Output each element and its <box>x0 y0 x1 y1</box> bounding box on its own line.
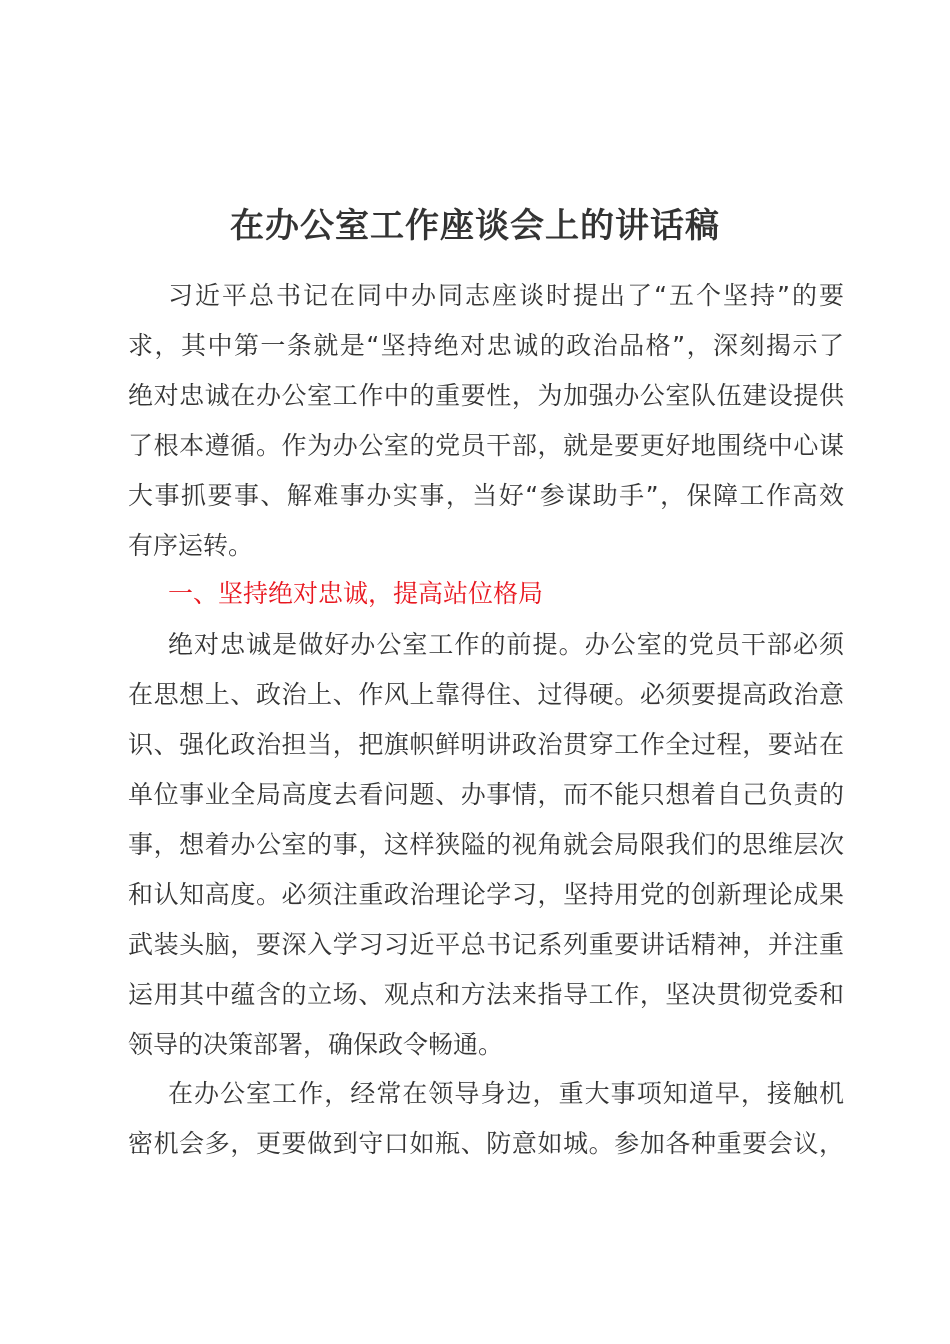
text-line: 识、强化政治担当，把旗帜鲜明讲政治贯穿工作全过程，要站在 <box>128 730 844 759</box>
text-line: 事，想着办公室的事，这样狭隘的视角就会局限我们的思维层次 <box>128 830 844 859</box>
section-heading: 一、坚持绝对忠诚，提高站位格局 <box>168 579 544 608</box>
text-line: 在办公室工作，经常在领导身边，重大事项知道早，接触机 <box>168 1079 844 1108</box>
text-line: 有序运转。 <box>128 531 254 560</box>
text-line: 了根本遵循。作为办公室的党员干部，就是要更好地围绕中心谋 <box>128 431 844 460</box>
text-line: 绝对忠诚在办公室工作中的重要性，为加强办公室队伍建设提供 <box>128 381 844 410</box>
text-line: 运用其中蕴含的立场、观点和方法来指导工作，坚决贯彻党委和 <box>128 980 844 1009</box>
document-title: 在办公室工作座谈会上的讲话稿 <box>230 206 720 246</box>
text-line: 大事抓要事、解难事办实事，当好“参谋助手”，保障工作高效 <box>128 481 844 510</box>
text-line: 在思想上、政治上、作风上靠得住、过得硬。必须要提高政治意 <box>128 680 844 709</box>
text-line: 领导的决策部署，确保政令畅通。 <box>128 1030 504 1059</box>
text-line: 单位事业全局高度去看问题、办事情，而不能只想着自己负责的 <box>128 780 844 809</box>
text-line: 密机会多，更要做到守口如瓶、防意如城。参加各种重要会议， <box>128 1129 844 1158</box>
text-line: 绝对忠诚是做好办公室工作的前提。办公室的党员干部必须 <box>168 630 844 659</box>
text-line: 习近平总书记在同中办同志座谈时提出了“五个坚持”的要 <box>168 281 844 310</box>
text-line: 和认知高度。必须注重政治理论学习，坚持用党的创新理论成果 <box>128 880 844 909</box>
text-line: 求，其中第一条就是“坚持绝对忠诚的政治品格”，深刻揭示了 <box>128 331 844 360</box>
text-line: 武装头脑，要深入学习习近平总书记系列重要讲话精神，并注重 <box>128 930 844 959</box>
